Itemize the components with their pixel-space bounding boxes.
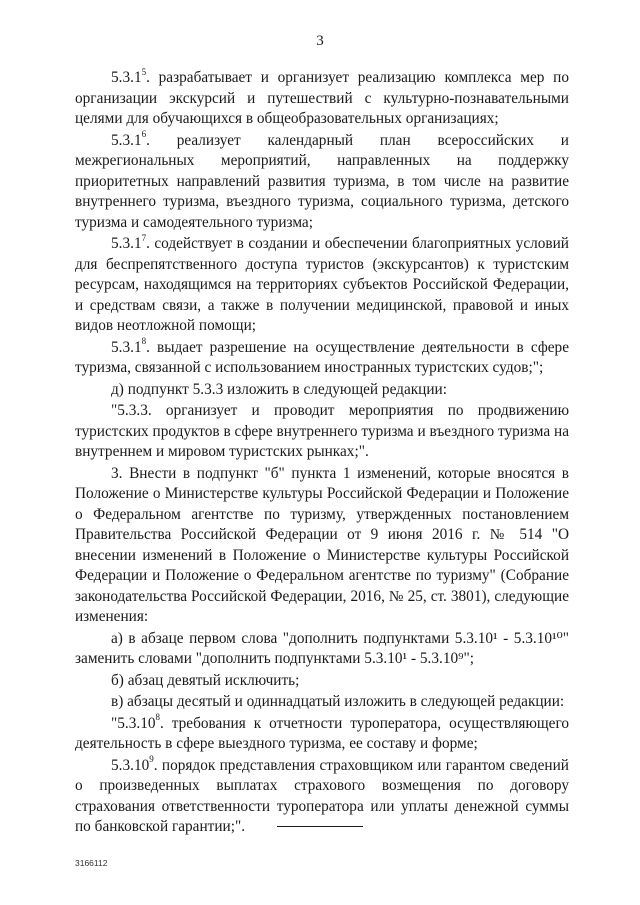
paragraph: [75, 338, 569, 379]
paragraph: [75, 714, 569, 755]
paragraph-text: "5.3.3. организует и проводит мероприятия по продвижению туристских продуктов в сфере внутреннего туризма и въездного туризма на внутреннем и мировом туристских рынках;".: [75, 402, 569, 460]
paragraph-text: . требования к отчетности туроператора, осуществляющего деятельность в сфере выездного туризма, ее составу и форме;: [75, 714, 569, 752]
paragraph-lead: 5.3.1: [111, 338, 142, 356]
paragraph: [75, 131, 569, 234]
paragraph: [75, 629, 569, 670]
paragraph: [75, 68, 569, 130]
paragraph-lead: 5.3.1: [111, 131, 142, 149]
paragraph-text: . содействует в создании и обеспечении благоприятных условий для беспрепятственного доступа туристов (экскурсантов) к туристским ресурсам, находящимся на территориях субъектов Российской Федерации, и средствам связи, а также в получении медицинской, правовой и иных видов неотложной помощи;: [75, 235, 569, 334]
paragraph-text: . реализует календарный план всероссийских и межрегиональных мероприятий, направленных на поддержку приоритетных направлений развития туризма, в том числе на развитие внутреннего туризма, въездного туризма, социального туризма, детского туризма и самодеятельного туризма;: [75, 131, 569, 231]
paragraph-superscript: 7: [141, 232, 147, 243]
paragraph-text: . разрабатывает и организует реализацию комплекса мер по организации экскурсий и путешествий с культурно-познавательными целями для обучающихся в общеобразовательных организациях;: [75, 69, 569, 127]
paragraph-text: . выдает разрешение на осуществление деятельности в сфере туризма, связанной с использованием иностранных туристских судов;";: [75, 338, 569, 376]
paragraph: [75, 464, 569, 628]
document-body: [75, 68, 569, 838]
paragraph-text: а) в абзаце первом слова "дополнить подпунктами 5.3.10¹ - 5.3.10¹⁰" заменить словами "дополнить подпунктами 5.3.10¹ - 5.3.10⁹";: [75, 629, 569, 667]
end-divider: [277, 826, 363, 827]
paragraph-superscript: 6: [141, 129, 147, 140]
paragraph-text: в) абзацы десятый и одиннадцатый изложить в следующей редакции:: [111, 693, 565, 710]
paragraph-text: б) абзац девятый исключить;: [111, 671, 300, 689]
paragraph: [75, 380, 569, 401]
paragraph-lead: 5.3.1: [111, 69, 142, 86]
page-number: 3: [316, 33, 324, 49]
paragraph-superscript: 8: [141, 336, 147, 347]
paragraph: [75, 234, 569, 337]
paragraph-superscript: 8: [155, 712, 160, 723]
paragraph-lead: 5.3.1: [111, 235, 142, 252]
document-code: 3166112: [75, 858, 108, 868]
paragraph-text: 3. Внести в подпункт "б" пункта 1 изменений, которые вносятся в Положение о Министерстве культуры Российской Федерации и Положение о Федеральном агентстве по туризму, утвержденных постановлением Правительства Российской Федерации от 9 июня 2016 г. № 514 "О внесении изменений в Положение о Министерстве культуры Российской Федерации и Положение о Федеральном агентстве по туризму" (Собрание законодательства Российской Федерации, 2016, № 25, ст. 3801), следующие изменения:: [75, 464, 569, 625]
paragraph-text: д) подпункт 5.3.3 изложить в следующей редакции:: [111, 380, 447, 398]
paragraph-lead: 5.3.10: [111, 756, 150, 774]
paragraph-superscript: 9: [149, 754, 154, 765]
paragraph: [75, 671, 569, 692]
paragraph: [75, 692, 569, 713]
paragraph-lead: "5.3.10: [111, 714, 156, 732]
paragraph: [75, 401, 569, 463]
paragraph-text: . порядок представления страховщиком или гарантом сведений о произведенных выплатах страхового возмещения по договору страхования ответственности туроператора или уплаты денежной суммы по банковской гарантии;".: [75, 756, 569, 835]
paragraph-superscript: 5: [141, 66, 147, 77]
